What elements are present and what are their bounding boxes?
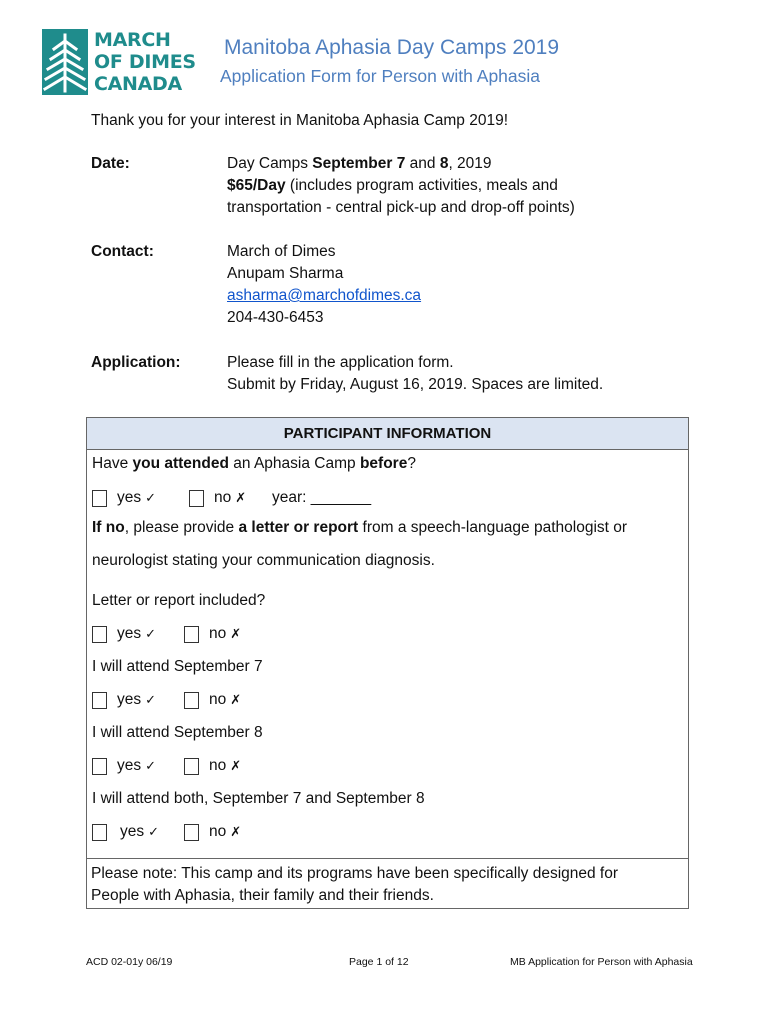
option-yes: yes ✓ xyxy=(92,756,156,776)
option-no: no ✗ xyxy=(184,756,241,776)
option-no: no ✗ xyxy=(184,690,241,710)
if-no-instructions: If no, please provide a letter or report from a speech-language pathologist or xyxy=(92,519,628,536)
option-yes: yes ✓ xyxy=(92,488,156,508)
cross-icon: ✗ xyxy=(230,626,242,641)
date-label: Date: xyxy=(91,155,130,172)
checkbox-attended-yes[interactable] xyxy=(92,490,107,507)
march-of-dimes-logo xyxy=(42,29,202,97)
form-header: PARTICIPANT INFORMATION xyxy=(87,418,688,450)
question-attend-sep7: I will attend September 7 xyxy=(92,658,263,675)
cross-icon: ✗ xyxy=(235,490,247,505)
logo-wordmark: MARCH OF DIMES CANADA xyxy=(94,29,196,95)
cross-icon: ✗ xyxy=(230,758,242,773)
question-attended-before: Have you attended an Aphasia Camp before? xyxy=(92,455,416,472)
year-field[interactable]: year: _______ xyxy=(272,489,372,506)
cross-icon: ✗ xyxy=(230,824,242,839)
if-no-instructions-line2: neurologist stating your communication diagnosis. xyxy=(92,552,435,569)
checkbox-sep7-no[interactable] xyxy=(184,692,199,709)
contact-details: March of Dimes Anupam Sharma asharma@marchofdimes.ca 204-430-6453 xyxy=(227,243,422,326)
contact-email-link[interactable]: asharma@marchofdimes.ca xyxy=(227,287,422,304)
application-details: Please fill in the application form. Submit by Friday, August 16, 2019. Spaces are limited. xyxy=(227,354,604,393)
footer-doc-title: MB Application for Person with Aphasia xyxy=(510,956,693,968)
footer-code: ACD 02-01y 06/19 xyxy=(86,956,173,968)
date-details: Day Camps September 7 and 8, 2019 $65/Day (includes program activities, meals and transportation - central pick-up and drop-off points) xyxy=(227,155,575,216)
option-yes: yes ✓ xyxy=(92,822,159,842)
check-icon: ✓ xyxy=(145,692,157,707)
checkbox-letter-no[interactable] xyxy=(184,626,199,643)
checkbox-sep8-no[interactable] xyxy=(184,758,199,775)
question-attend-both: I will attend both, September 7 and September 8 xyxy=(92,790,425,807)
checkbox-attended-no[interactable] xyxy=(189,490,204,507)
please-note: Please note: This camp and its programs have been specifically designed for People with Aphasia, their family and their friends. xyxy=(87,858,688,908)
contact-label: Contact: xyxy=(91,243,154,260)
checkbox-both-no[interactable] xyxy=(184,824,199,841)
answer-row-both xyxy=(92,822,682,842)
cross-icon: ✗ xyxy=(230,692,242,707)
intro-text: Thank you for your interest in Manitoba Aphasia Camp 2019! xyxy=(91,112,509,129)
checkbox-sep7-yes[interactable] xyxy=(92,692,107,709)
option-yes: yes ✓ xyxy=(92,690,156,710)
option-no: no ✗ xyxy=(184,624,241,644)
page-title: Manitoba Aphasia Day Camps 2019 xyxy=(224,36,560,59)
application-label: Application: xyxy=(91,354,181,371)
answer-row-attended xyxy=(92,488,682,508)
option-yes: yes ✓ xyxy=(92,624,156,644)
check-icon: ✓ xyxy=(148,824,160,839)
check-icon: ✓ xyxy=(145,490,157,505)
participant-form xyxy=(86,417,689,909)
checkbox-sep8-yes[interactable] xyxy=(92,758,107,775)
checkbox-both-yes[interactable] xyxy=(92,824,107,841)
answer-row-sep7 xyxy=(92,690,682,710)
footer-page-number: Page 1 of 12 xyxy=(349,956,409,968)
answer-row-sep8 xyxy=(92,756,682,776)
question-letter-included: Letter or report included? xyxy=(92,592,266,609)
maple-tree-icon xyxy=(42,29,88,95)
page-subtitle: Application Form for Person with Aphasia xyxy=(220,66,541,86)
answer-row-letter xyxy=(92,624,682,644)
option-no: no ✗ xyxy=(189,488,246,508)
check-icon: ✓ xyxy=(145,758,157,773)
check-icon: ✓ xyxy=(145,626,157,641)
question-attend-sep8: I will attend September 8 xyxy=(92,724,263,741)
checkbox-letter-yes[interactable] xyxy=(92,626,107,643)
option-no: no ✗ xyxy=(184,822,241,842)
